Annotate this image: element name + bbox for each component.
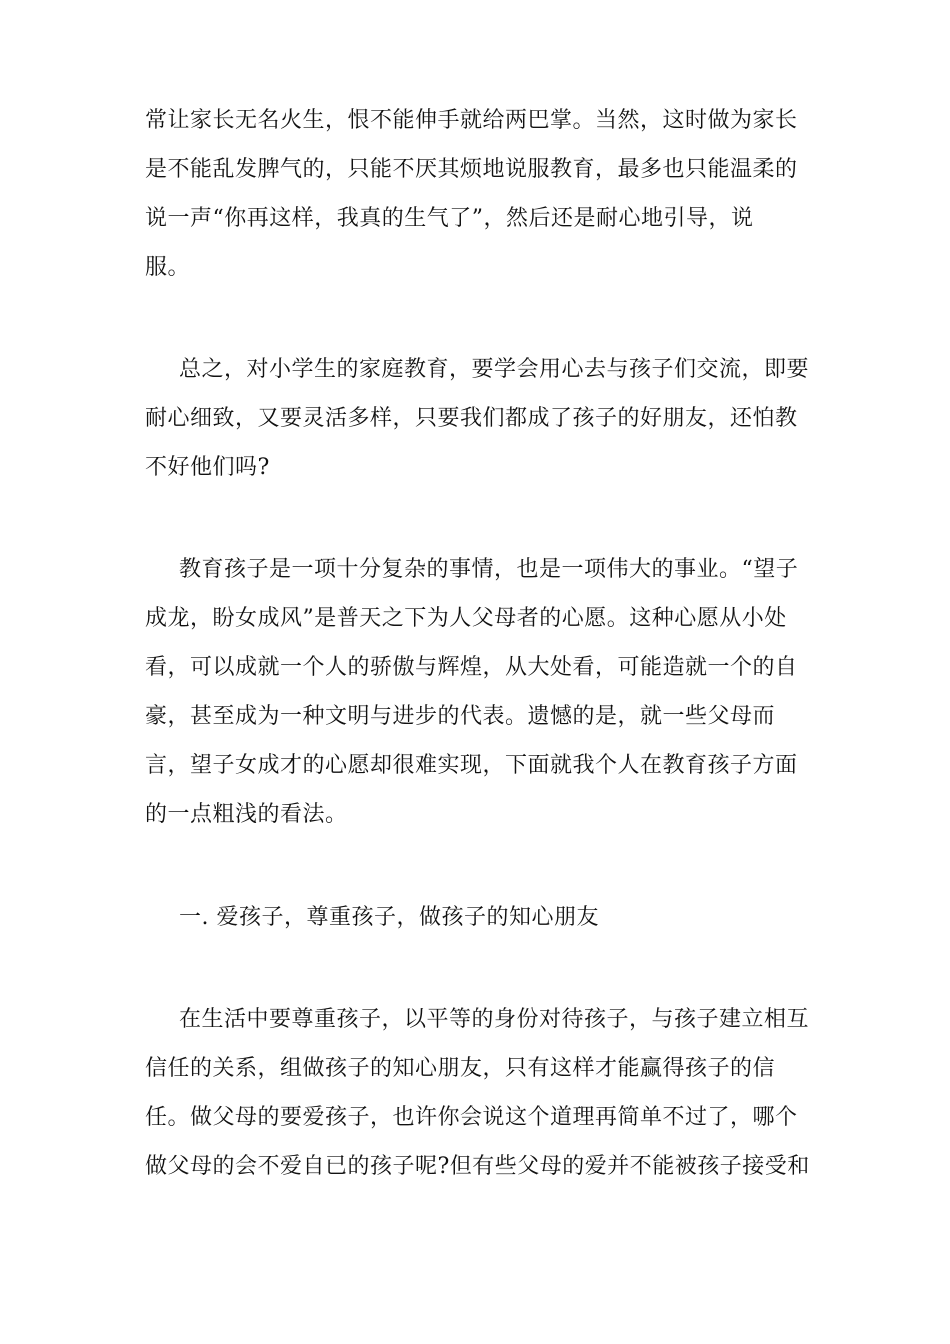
text-line: 总之，对小学生的家庭教育，要学会用心去与孩子们交流，即要 (179, 357, 810, 382)
text-line: 不好他们吗? (145, 455, 270, 480)
heading-line: 一. 爱孩子，尊重孩子，做孩子的知心朋友 (179, 905, 599, 930)
text-line: 信任的关系，组做孩子的知心朋友，只有这样才能赢得孩子的信 (145, 1056, 776, 1081)
paragraph-parent-patience (145, 96, 815, 292)
text-line: 看，可以成就一个人的骄傲与辉煌，从大处看，可能造就一个的自 (145, 655, 798, 680)
text-line: 豪，甚至成为一种文明与进步的代表。遗憾的是，就一些父母而 (145, 704, 776, 729)
text-line: 做父母的会不爱自已的孩子呢?但有些父母的爱并不能被孩子接受和 (145, 1154, 810, 1179)
text-line: 服。 (145, 255, 191, 280)
text-line: 成龙，盼女成风”是普天之下为人父母者的心愿。这种心愿从小处 (145, 606, 787, 631)
text-line: 言，望子女成才的心愿却很难实现，下面就我个人在教育孩子方面 (145, 753, 798, 778)
paragraph-education-intro (145, 545, 815, 839)
text-line: 任。做父母的要爱孩子，也许你会说这个道理再简单不过了，哪个 (145, 1105, 798, 1130)
paragraph-respect-children (145, 995, 815, 1191)
text-line: 常让家长无名火生，恨不能伸手就给两巴掌。当然，这时做为家长 (145, 108, 798, 133)
text-line: 在生活中要尊重孩子，以平等的身份对待孩子，与孩子建立相互 (179, 1007, 810, 1032)
text-line: 的一点粗浅的看法。 (145, 802, 348, 827)
text-line: 说一声“你再这样，我真的生气了”，然后还是耐心地引导，说 (145, 206, 754, 231)
text-line: 教育孩子是一项十分复杂的事情，也是一项伟大的事业。“望子 (179, 557, 799, 582)
paragraph-conclusion (145, 345, 815, 492)
text-line: 耐心细致，又要灵活多样，只要我们都成了孩子的好朋友，还怕教 (145, 406, 798, 431)
section-heading (145, 893, 815, 942)
text-line: 是不能乱发脾气的，只能不厌其烦地说服教育，最多也只能温柔的 (145, 157, 798, 182)
